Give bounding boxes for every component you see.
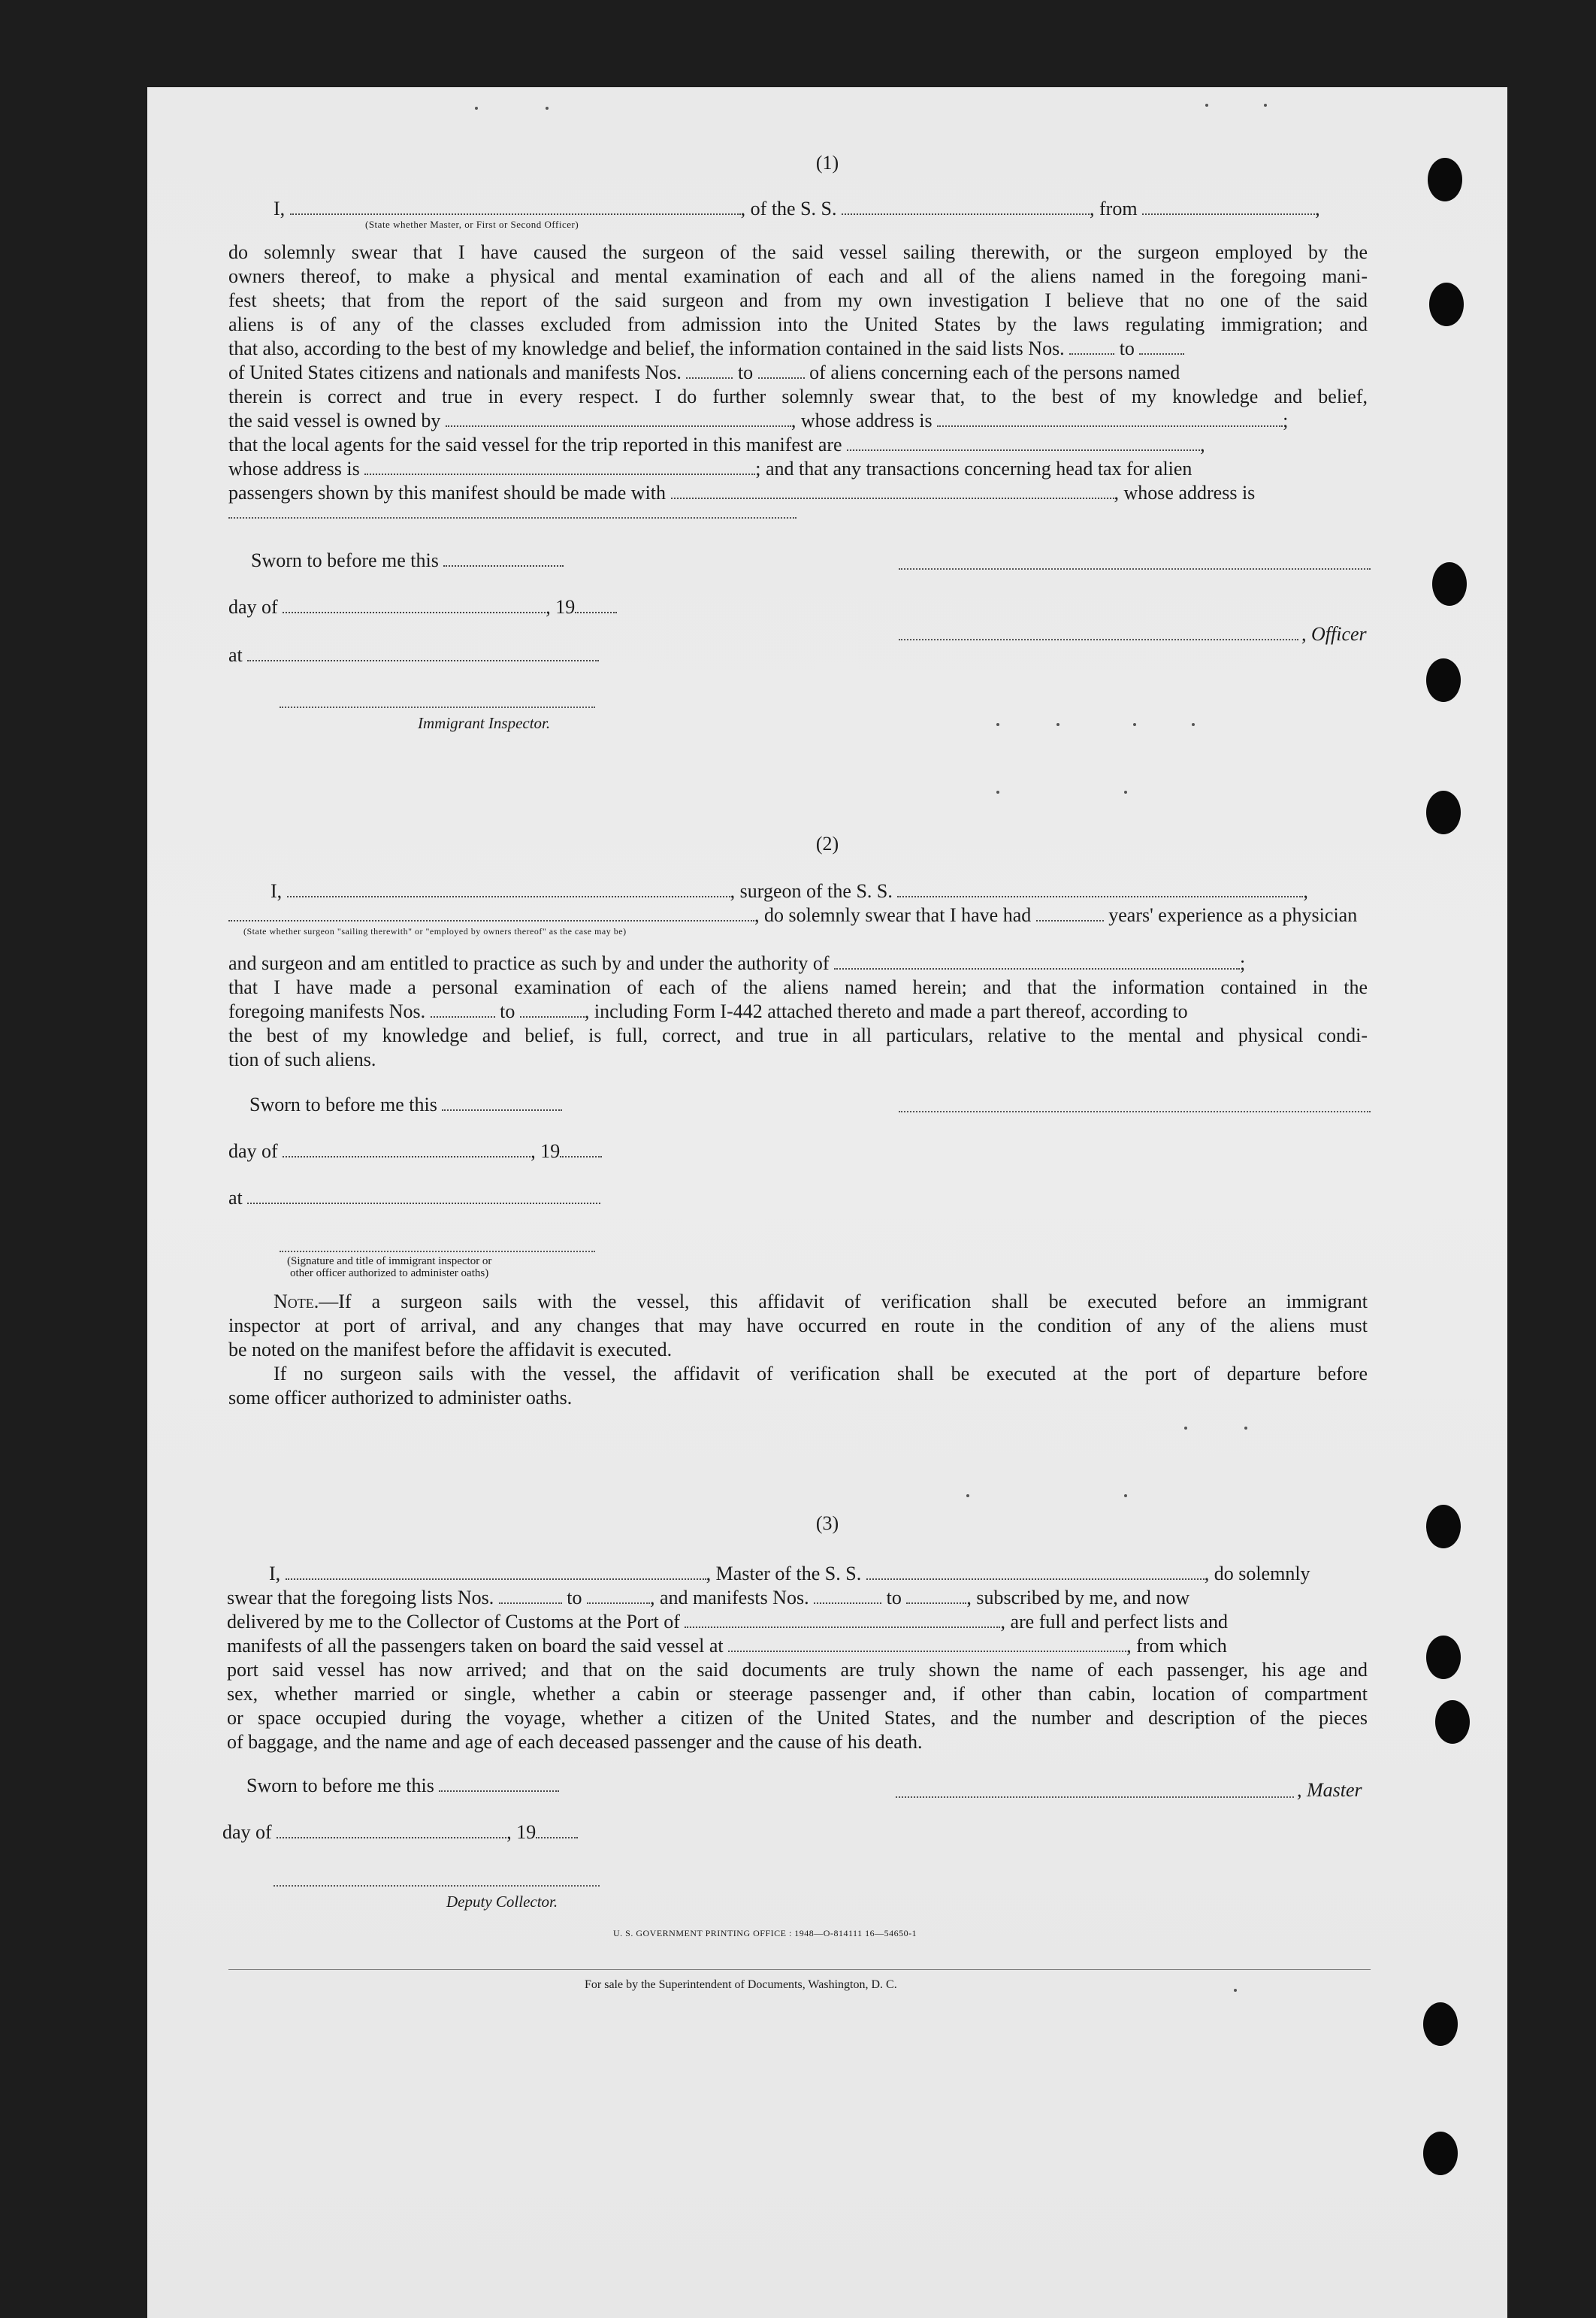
s1-agents-text: that the local agents for the said vessel for the trip reported in this manifest are bbox=[228, 434, 842, 455]
s1-at-field[interactable] bbox=[247, 655, 599, 661]
s1-officer-name-field[interactable] bbox=[290, 209, 741, 215]
s2-swear-text: , do solemnly swear that I have had bbox=[754, 904, 1032, 926]
s1-at-text: at bbox=[228, 644, 243, 666]
s2-line-2 bbox=[228, 903, 1357, 928]
speck bbox=[966, 1494, 969, 1497]
punch-hole bbox=[1426, 658, 1461, 702]
punch-hole bbox=[1435, 1700, 1470, 1744]
s3-port-field[interactable] bbox=[685, 1622, 1000, 1628]
punch-hole bbox=[1426, 1505, 1461, 1548]
speck bbox=[1234, 1989, 1237, 1992]
s2-to: to bbox=[500, 1000, 515, 1022]
s3-line-3 bbox=[227, 1610, 1228, 1634]
speck bbox=[546, 107, 549, 110]
s1-comma2: , bbox=[1200, 434, 1205, 455]
s3-body-line-7: or space occupied during the voyage, whether a citizen of the United States, and the number and description of the pieces bbox=[227, 1707, 1368, 1729]
s2-note-line-1 bbox=[228, 1290, 1368, 1314]
s3-body-line-8: of baggage, and the name and age of each deceased passenger and the cause of his death. bbox=[227, 1731, 923, 1753]
s3-body-line-6: sex, whether married or single, whether a cabin or steerage passenger and, if other than cabin, location of compartment bbox=[227, 1683, 1368, 1705]
s1-line-6 bbox=[228, 361, 1180, 385]
s2-comma: , bbox=[1303, 880, 1308, 902]
s1-day-of-text: day of bbox=[228, 596, 278, 618]
s1-i: I, bbox=[274, 198, 286, 219]
s2-year-field[interactable] bbox=[560, 1151, 602, 1157]
s3-day-of-text: day of bbox=[222, 1821, 272, 1843]
s1-day-of bbox=[228, 595, 617, 619]
s2-sworn bbox=[249, 1093, 562, 1117]
s1-manifests-from-field[interactable] bbox=[686, 373, 733, 379]
s3-subscribed: , subscribed by me, and now bbox=[966, 1587, 1190, 1608]
s2-surgeon-name-field[interactable] bbox=[287, 891, 730, 897]
s2-manifests-to-field[interactable] bbox=[520, 1012, 585, 1018]
s1-line5-to: to bbox=[1119, 337, 1135, 359]
s2-note-line-2: inspector at port of arrival, and any changes that may have occurred en route in the condition of any of the aliens must bbox=[228, 1315, 1368, 1336]
s1-sworn-date-field[interactable] bbox=[443, 561, 564, 567]
s1-owned-by: the said vessel is owned by bbox=[228, 410, 441, 431]
s2-line-6: the best of my knowledge and belief, is full, correct, and true in all particulars, relative to the mental and physical condi- bbox=[228, 1024, 1368, 1046]
punch-hole bbox=[1428, 158, 1462, 201]
s1-passengers-text: passengers shown by this manifest should be made with bbox=[228, 482, 667, 504]
s3-sworn-text: Sworn to before me this bbox=[246, 1775, 434, 1796]
s3-to-1: to bbox=[567, 1587, 582, 1608]
s1-year-field[interactable] bbox=[575, 607, 617, 613]
speck bbox=[1244, 1427, 1247, 1430]
s1-agents-field[interactable] bbox=[847, 445, 1200, 451]
s3-year-field[interactable] bbox=[536, 1832, 578, 1838]
s1-line-5 bbox=[228, 337, 1184, 361]
s2-surgeon-type-field[interactable] bbox=[228, 915, 754, 921]
s1-inspector-signature-field[interactable] bbox=[280, 707, 595, 708]
s3-and-manifests: , and manifests Nos. bbox=[650, 1587, 809, 1608]
s2-manifests-text: foregoing manifests Nos. bbox=[228, 1000, 426, 1022]
s1-body-line-7: therein is correct and true in every respect. I do further solemnly swear that, to the best of my knowledge and belief, bbox=[228, 386, 1368, 407]
s2-authority-field[interactable] bbox=[834, 964, 1240, 970]
s3-lists-from-field[interactable] bbox=[499, 1598, 562, 1604]
section-1-number: (1) bbox=[815, 152, 839, 174]
s2-day-field[interactable] bbox=[283, 1151, 530, 1157]
s2-at-field[interactable] bbox=[247, 1198, 600, 1204]
speck bbox=[1184, 1427, 1187, 1430]
section-2-number: (2) bbox=[815, 833, 839, 855]
s2-inspector-signature-field[interactable] bbox=[280, 1251, 595, 1252]
s3-collector-label: Deputy Collector. bbox=[446, 1893, 558, 1911]
s2-line-3 bbox=[228, 952, 1245, 976]
s3-boarding-port-field[interactable] bbox=[728, 1646, 1126, 1652]
speck bbox=[1124, 1494, 1127, 1497]
s1-line-11 bbox=[228, 481, 1255, 505]
s1-rank-note: (State whether Master, or First or Second Officer) bbox=[365, 219, 579, 230]
s1-year-prefix: , 19 bbox=[546, 596, 576, 618]
s1-line6-text: of United States citizens and nationals and manifests Nos. bbox=[228, 362, 682, 383]
s1-from-port-field[interactable] bbox=[1142, 209, 1315, 215]
s1-officer-line[interactable] bbox=[899, 639, 1298, 640]
s1-line5-text: that also, according to the best of my knowledge and belief, the information contained in the said lists Nos. bbox=[228, 337, 1065, 359]
s2-line-4: that I have made a personal examination of each of the aliens named herein; and that the information contained in the bbox=[228, 976, 1368, 998]
s2-note-label: Note. bbox=[274, 1291, 319, 1312]
s1-head-tax-text: ; and that any transactions concerning head tax for alien bbox=[755, 458, 1192, 480]
s1-head-tax-party-field[interactable] bbox=[671, 493, 1114, 499]
s2-ship-name-field[interactable] bbox=[897, 891, 1303, 897]
s3-full-perfect: , are full and perfect lists and bbox=[1000, 1611, 1228, 1633]
s3-master-of-ss: , Master of the S. S. bbox=[706, 1563, 862, 1584]
s2-i: I, bbox=[271, 880, 283, 902]
s1-day-field[interactable] bbox=[283, 607, 546, 613]
s2-day-of bbox=[228, 1139, 602, 1164]
punch-hole bbox=[1432, 562, 1467, 606]
speck bbox=[1056, 723, 1059, 726]
s1-whose-address: , whose address is bbox=[790, 410, 933, 431]
speck bbox=[1124, 791, 1127, 794]
s1-semicolon: ; bbox=[1283, 410, 1289, 431]
s3-sworn-date-field[interactable] bbox=[439, 1786, 559, 1792]
s1-final-address-field[interactable] bbox=[228, 517, 796, 519]
section-3-number: (3) bbox=[815, 1512, 839, 1534]
s1-body-line-2: owners thereof, to make a physical and mental examination of each and all of the aliens named in the foregoing mani- bbox=[228, 265, 1368, 287]
s3-body-line-5: port said vessel has now arrived; and that on the said documents are truly shown the name of each passenger, his age and bbox=[227, 1659, 1368, 1681]
s3-to-2: to bbox=[886, 1587, 902, 1608]
s2-note-line-3: be noted on the manifest before the affidavit is executed. bbox=[228, 1339, 673, 1360]
s1-body-line-4: aliens is of any of the classes excluded from admission into the United States by the laws regulating immigration; and bbox=[228, 313, 1368, 335]
s1-lists-to-field[interactable] bbox=[1139, 349, 1184, 355]
s1-ship-name-field[interactable] bbox=[842, 209, 1090, 215]
s1-inspector-label: Immigrant Inspector. bbox=[418, 714, 551, 732]
s3-delivered-text: delivered by me to the Collector of Customs at the Port of bbox=[227, 1611, 680, 1633]
s2-years-field[interactable] bbox=[1036, 915, 1104, 921]
footer-rule bbox=[228, 1969, 1371, 1970]
s2-years-text: years' experience as a physician bbox=[1108, 904, 1358, 926]
s1-lists-from-field[interactable] bbox=[1069, 349, 1114, 355]
speck bbox=[996, 791, 999, 794]
form-page bbox=[147, 87, 1507, 2318]
s3-line-4 bbox=[227, 1634, 1227, 1658]
s1-opening-line bbox=[274, 197, 1320, 221]
speck bbox=[1264, 104, 1267, 107]
s2-surgeon-of-ss: , surgeon of the S. S. bbox=[730, 880, 893, 902]
s3-sworn bbox=[246, 1774, 559, 1798]
s2-signature-field[interactable] bbox=[899, 1111, 1371, 1112]
s1-line6-to: to bbox=[737, 362, 754, 383]
footer-sale-text: For sale by the Superintendent of Documents, Washington, D. C. bbox=[585, 1978, 897, 1991]
s3-master-signature-field[interactable] bbox=[896, 1796, 1294, 1798]
speck bbox=[475, 107, 478, 110]
s3-i: I, bbox=[269, 1563, 281, 1584]
s2-sworn-date-field[interactable] bbox=[442, 1105, 562, 1111]
s1-agents-address-field[interactable] bbox=[364, 469, 755, 475]
s1-owner-address-field[interactable] bbox=[937, 421, 1283, 427]
s1-line-8 bbox=[228, 409, 1288, 433]
s2-signature-note-2: other officer authorized to administer oaths) bbox=[290, 1267, 489, 1279]
s3-day-field[interactable] bbox=[277, 1832, 506, 1838]
speck bbox=[1133, 723, 1136, 726]
punch-hole bbox=[1429, 283, 1464, 326]
s2-note2-line-1: If no surgeon sails with the vessel, the affidavit of verification shall be executed at the port of departure before bbox=[274, 1363, 1368, 1384]
s2-surgeon-note: (State whether surgeon "sailing therewith" or "employed by owners thereof" as the case may be) bbox=[243, 926, 627, 937]
punch-hole bbox=[1426, 1636, 1461, 1679]
s1-at bbox=[228, 643, 599, 667]
s1-officer-label: , Officer bbox=[1301, 623, 1367, 645]
s3-day-of bbox=[222, 1820, 578, 1844]
s1-whose-address-3: , whose address is bbox=[1114, 482, 1256, 504]
s3-manifests-to-field[interactable] bbox=[906, 1598, 966, 1604]
s1-owner-field[interactable] bbox=[446, 421, 791, 427]
s3-master-name-field[interactable] bbox=[286, 1574, 706, 1580]
s1-sworn-text: Sworn to before me this bbox=[251, 549, 439, 571]
s1-line-9 bbox=[228, 433, 1205, 457]
s2-day-of-text: day of bbox=[228, 1140, 278, 1162]
s2-at bbox=[228, 1186, 600, 1210]
s3-line-1 bbox=[269, 1562, 1310, 1586]
speck bbox=[996, 723, 999, 726]
s1-body-line-1: do solemnly swear that I have caused the surgeon of the said vessel sailing therewith, or the surgeon employed by the bbox=[228, 241, 1368, 263]
speck bbox=[1192, 723, 1195, 726]
s1-signature-field[interactable] bbox=[899, 568, 1371, 570]
s3-line-2 bbox=[227, 1586, 1189, 1610]
s2-line-5 bbox=[228, 1000, 1188, 1024]
s2-semicolon: ; bbox=[1240, 952, 1246, 974]
s2-manifests-from-field[interactable] bbox=[431, 1012, 495, 1018]
s1-line6-rest: of aliens concerning each of the persons named bbox=[809, 362, 1180, 383]
s1-from: , from bbox=[1090, 198, 1138, 219]
s1-whose-address-2: whose address is bbox=[228, 458, 360, 480]
s1-line-10 bbox=[228, 457, 1192, 481]
s3-lists-to-field[interactable] bbox=[587, 1598, 650, 1604]
s3-manifests-from-field[interactable] bbox=[814, 1598, 881, 1604]
s2-at-text: at bbox=[228, 1187, 243, 1209]
s1-sworn bbox=[251, 549, 564, 573]
s3-collector-signature-field[interactable] bbox=[274, 1885, 600, 1887]
s2-sworn-text: Sworn to before me this bbox=[249, 1094, 437, 1115]
s3-year-prefix: , 19 bbox=[506, 1821, 537, 1843]
punch-hole bbox=[1423, 2132, 1458, 2175]
s2-authority-text: and surgeon and am entitled to practice as such by and under the authority of bbox=[228, 952, 830, 974]
printer-imprint: U. S. GOVERNMENT PRINTING OFFICE : 1948—O-814111 16—54650-1 bbox=[613, 1928, 917, 1938]
s2-form-text: , including Form I-442 attached thereto and made a part thereof, according to bbox=[584, 1000, 1188, 1022]
s2-line-7: tion of such aliens. bbox=[228, 1049, 376, 1070]
s3-from-which: , from which bbox=[1126, 1635, 1227, 1657]
s1-manifests-to-field[interactable] bbox=[758, 373, 805, 379]
s1-body-line-3: fest sheets; that from the report of the said surgeon and from my own investigation I believe that no one of the said bbox=[228, 289, 1368, 311]
s3-master-label: , Master bbox=[1297, 1779, 1362, 1801]
punch-hole bbox=[1423, 2002, 1458, 2046]
s3-manifests-passengers: manifests of all the passengers taken on board the said vessel at bbox=[227, 1635, 724, 1657]
punch-hole bbox=[1426, 791, 1461, 834]
s2-note-text: —If a surgeon sails with the vessel, this affidavit of verification shall be executed before an immigrant bbox=[319, 1291, 1368, 1312]
s1-of-ss: , of the S. S. bbox=[740, 198, 837, 219]
speck bbox=[1205, 104, 1208, 107]
s2-line-1 bbox=[271, 879, 1308, 903]
s3-ship-name-field[interactable] bbox=[866, 1574, 1205, 1580]
s1-comma: , bbox=[1315, 198, 1320, 219]
s2-year-prefix: , 19 bbox=[530, 1140, 561, 1162]
s3-swear-lists: swear that the foregoing lists Nos. bbox=[227, 1587, 494, 1608]
s2-signature-note-1: (Signature and title of immigrant inspector or bbox=[287, 1255, 492, 1267]
s3-do-solemnly: , do solemnly bbox=[1204, 1563, 1310, 1584]
s2-note2-line-2: some officer authorized to administer oaths. bbox=[228, 1387, 573, 1409]
